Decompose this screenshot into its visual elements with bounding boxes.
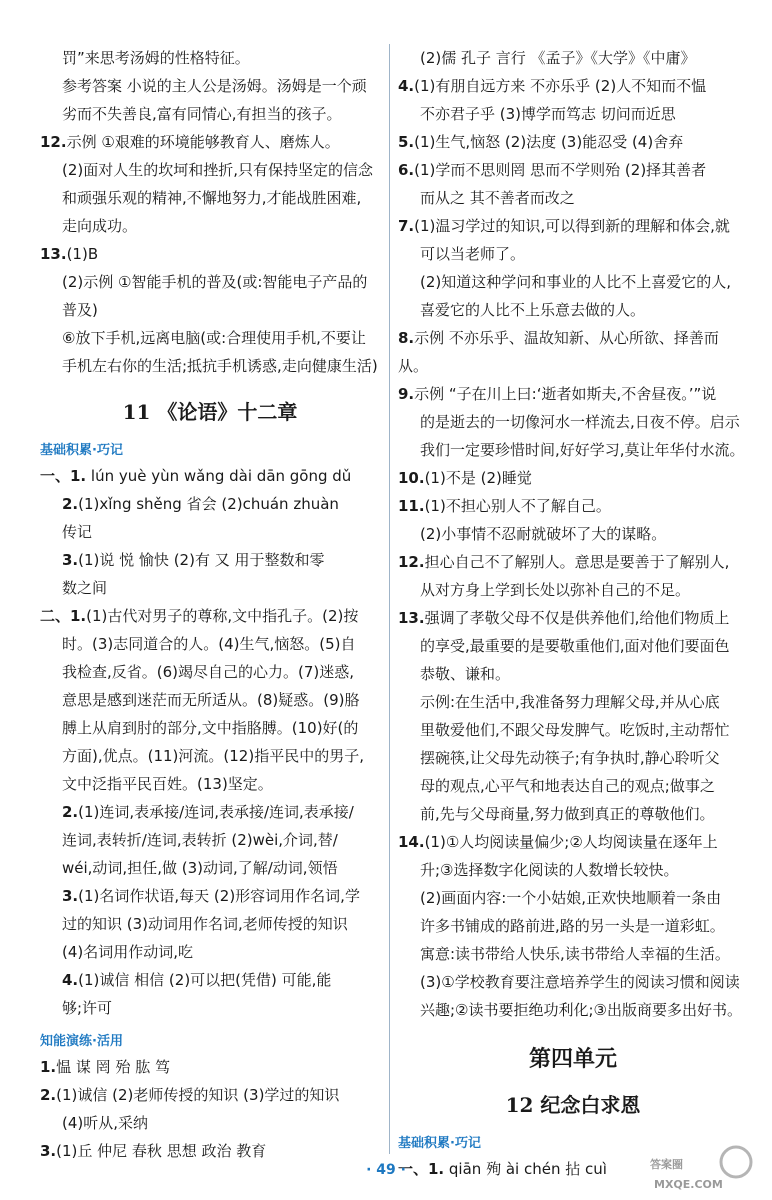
page-number: · 49 ·	[366, 1162, 406, 1178]
question-number: 一、1.	[40, 467, 87, 485]
answer-line: 4.(1)诚信 相信 (2)可以把(凭借) 可能,能	[62, 971, 332, 989]
answer-line: 的是逝去的一切像河水一样流去,日夜不停。启示	[420, 413, 740, 431]
answer-line: 从对方身上学到长处以弥补自己的不足。	[420, 581, 691, 599]
answer-line: 12.担心自己不了解别人。意思是要善于了解别人,	[398, 553, 730, 571]
answer-line: 意思是感到迷茫而无所适从。(8)疑惑。(9)胳	[62, 691, 360, 709]
watermark-logo	[644, 1142, 764, 1194]
answer-line: 13.(1)B	[40, 245, 99, 263]
answer-line: 够;许可	[62, 999, 113, 1017]
question-number: 12.	[40, 133, 67, 151]
answer-line: 2.(1)xǐng shěng 省会 (2)chuán zhuàn	[62, 495, 339, 513]
answer-line: 8.示例 不亦乐乎、温故知新、从心所欲、择善而从。	[398, 329, 719, 375]
question-number: 6.	[398, 161, 415, 179]
section-heading: 12 纪念白求恩	[505, 1093, 641, 1117]
answer-line: 一、1. qiān 殉 ài chén 拈 cuì	[398, 1160, 607, 1178]
question-number: 7.	[398, 217, 415, 235]
answer-line: 摆碗筷,让父母先动筷子;有争执时,静心聆听父	[420, 749, 720, 767]
question-number: 一、1.	[398, 1160, 445, 1178]
question-number: 2.	[62, 803, 79, 821]
answer-line: 前,先与父母商量,努力做到真正的尊敬他们。	[420, 805, 715, 823]
answer-line: 2.(1)诚信 (2)老师传授的知识 (3)学过的知识	[40, 1086, 340, 1104]
answer-line: (2)示例 ①智能手机的普及(或:智能电子产品的	[62, 273, 368, 291]
answer-line: 连词,表转折/连词,表转折 (2)wèi,介词,替/	[62, 831, 338, 849]
question-number: 13.	[398, 609, 425, 627]
section-heading: 11 《论语》十二章	[122, 400, 298, 424]
answer-line: 膊上从肩到肘的部分,文中指胳膊。(10)好(的	[62, 719, 359, 737]
answer-line: (2)知道这种学问和事业的人比不上喜爱它的人,	[420, 273, 732, 291]
answer-line: 寓意:读书带给人快乐,读书带给人幸福的生活。	[420, 945, 730, 963]
answer-line: 时。(3)志同道合的人。(4)生气,恼怒。(5)自	[62, 635, 356, 653]
answer-line: 方面),优点。(11)河流。(12)指平民中的男子,	[62, 747, 364, 765]
answer-line: 示例:在生活中,我准备努力理解父母,并从心底	[420, 693, 720, 711]
answer-line: 2.(1)连词,表承接/连词,表承接/连词,表承接/	[62, 803, 354, 821]
question-number: 12.	[398, 553, 425, 571]
answer-line: 过的知识 (3)动词用作名词,老师传授的知识	[62, 915, 348, 933]
answer-line: 罚”来思考汤姆的性格特征。	[62, 49, 250, 67]
question-number: 二、1.	[40, 607, 87, 625]
answer-line: 走向成功。	[62, 217, 138, 235]
answer-line: 可以当老师了。	[420, 245, 526, 263]
watermark-text-1: 答案圈	[650, 1158, 683, 1171]
answer-line: wéi,动词,担任,做 (3)动词,了解/动词,领悟	[62, 859, 338, 877]
unit-heading: 第四单元	[528, 1046, 617, 1072]
answer-line: 里敬爱他们,不跟父母发脾气。吃饭时,主动帮忙	[420, 721, 730, 739]
question-number: 11.	[398, 497, 425, 515]
answer-line: 参考答案 小说的主人公是汤姆。汤姆是一个顽	[62, 77, 367, 95]
answer-line: 的享受,最重要的是要敬重他们,面对他们要面色	[420, 637, 730, 655]
answer-line: (4)名词用作动词,吃	[62, 943, 194, 961]
question-number: 2.	[40, 1086, 57, 1104]
answer-line: 劣而不失善良,富有同情心,有担当的孩子。	[62, 105, 342, 123]
answer-line: 10.(1)不是 (2)睡觉	[398, 469, 532, 487]
question-number: 4.	[398, 77, 415, 95]
answer-line: 14.(1)①人均阅读量偏少;②人均阅读量在逐年上	[398, 833, 718, 851]
question-number: 3.	[62, 551, 79, 569]
answer-line: 母的观点,心平气和地表达自己的观点;做事之	[420, 777, 715, 795]
answer-line: (2)面对人生的坎坷和挫折,只有保持坚定的信念	[62, 161, 374, 179]
answer-line: 7.(1)温习学过的知识,可以得到新的理解和体会,就	[398, 217, 730, 235]
section-label: 知能演练·活用	[40, 1034, 123, 1049]
answer-line: 6.(1)学而不思则罔 思而不学则殆 (2)择其善者	[398, 161, 707, 179]
answer-line: 喜爱它的人比不上乐意去做的人。	[420, 301, 646, 319]
question-number: 5.	[398, 133, 415, 151]
answer-line: (4)听从,采纳	[62, 1114, 149, 1132]
answer-line: 恭敬、谦和。	[420, 665, 511, 683]
question-number: 14.	[398, 833, 425, 851]
answer-line: 我们一定要珍惜时间,好好学习,莫让年华付水流。	[420, 441, 745, 459]
answer-line: 兴趣;②读书要拒绝功利化;③出版商要多出好书。	[420, 1001, 743, 1019]
answer-line: ⑥放下手机,远离电脑(或:合理使用手机,不要让	[62, 329, 366, 347]
section-label: 基础积累·巧记	[398, 1136, 481, 1151]
answer-line: 1.愠 谋 罔 殆 肱 笃	[40, 1058, 170, 1076]
answer-line: 11.(1)不担心别人不了解自己。	[398, 497, 611, 515]
answer-line: 普及)	[62, 301, 98, 319]
question-number: 3.	[62, 887, 79, 905]
answer-line: 一、1. lún yuè yùn wǎng dài dān gōng dǔ	[40, 467, 352, 485]
right-column	[398, 44, 748, 1183]
answer-line: (3)①学校教育要注意培养学生的阅读习惯和阅读	[420, 973, 740, 991]
answer-line: (2)儒 孔子 言行 《孟子》《大学》《中庸》	[420, 49, 696, 67]
watermark-text-2: MXQE.COM	[654, 1178, 723, 1191]
question-number: 4.	[62, 971, 79, 989]
answer-line: 数之间	[62, 579, 108, 597]
question-number: 3.	[40, 1142, 57, 1160]
answer-line: 3.(1)丘 仲尼 春秋 思想 政治 教育	[40, 1142, 267, 1160]
answer-line: 12.示例 ①艰难的环境能够教育人、磨炼人。	[40, 133, 340, 151]
answer-line: 二、1.(1)古代对男子的尊称,文中指孔子。(2)按	[40, 607, 359, 625]
question-number: 2.	[62, 495, 79, 513]
answer-line: 5.(1)生气,恼怒 (2)法度 (3)能忍受 (4)舍弃	[398, 133, 684, 151]
answer-line: 许多书铺成的路前进,路的另一头是一道彩虹。	[420, 917, 725, 935]
answer-line: 3.(1)说 悦 愉快 (2)有 又 用于整数和零	[62, 551, 325, 569]
answer-line: 不亦君子乎 (3)博学而笃志 切问而近思	[420, 105, 676, 123]
question-number: 1.	[40, 1058, 57, 1076]
answer-line: 传记	[62, 523, 93, 541]
section-label: 基础积累·巧记	[40, 443, 123, 458]
question-number: 10.	[398, 469, 425, 487]
question-number: 13.	[40, 245, 67, 263]
answer-line: 文中泛指平民百姓。(13)坚定。	[62, 775, 273, 793]
answer-line: 13.强调了孝敬父母不仅是供养他们,给他们物质上	[398, 609, 730, 627]
answer-line: (2)画面内容:一个小姑娘,正欢快地顺着一条由	[420, 889, 722, 907]
column-divider	[389, 44, 390, 1154]
answer-line: 我检查,反省。(6)竭尽自己的心力。(7)迷惑,	[62, 663, 355, 681]
answer-line: (2)小事情不忍耐就破坏了大的谋略。	[420, 525, 667, 543]
answer-line: 3.(1)名词作状语,每天 (2)形容词用作名词,学	[62, 887, 360, 905]
answer-line: 9.示例 “子在川上曰:‘逝者如斯夫,不舍昼夜。’”说	[398, 385, 717, 403]
question-number: 9.	[398, 385, 415, 403]
answer-line: 而从之 其不善者而改之	[420, 189, 575, 207]
left-column	[40, 44, 380, 1165]
answer-line: 手机左右你的生活;抵抗手机诱惑,走向健康生活)	[62, 357, 378, 375]
answer-line: 4.(1)有朋自远方来 不亦乐乎 (2)人不知而不愠	[398, 77, 707, 95]
question-number: 8.	[398, 329, 415, 347]
answer-line: 升;③选择数字化阅读的人数增长较快。	[420, 861, 679, 879]
answer-line: 和顽强乐观的精神,不懈地努力,才能战胜困难,	[62, 189, 362, 207]
